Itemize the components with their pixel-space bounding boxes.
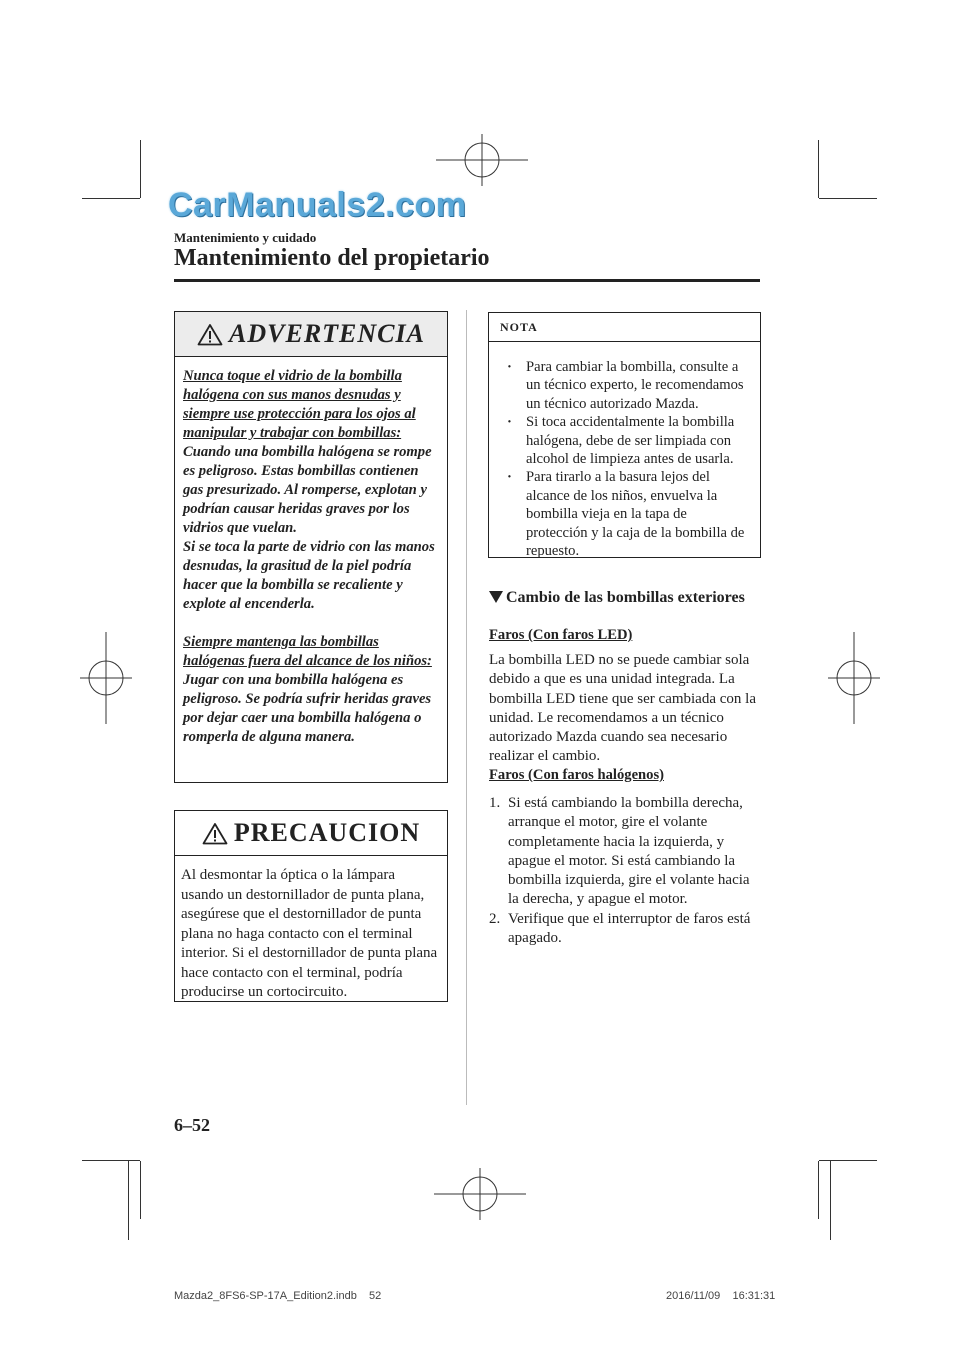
footer-date: 2016/11/09 16:31:31 xyxy=(666,1290,776,1302)
watermark-logo: CarManuals2.com xyxy=(168,186,467,224)
triangle-bullet-icon xyxy=(489,591,503,603)
page-title: Mantenimiento del propietario xyxy=(174,245,490,271)
registration-mark-icon xyxy=(436,134,528,186)
note-title: NOTA xyxy=(489,313,760,342)
note-list xyxy=(489,342,760,560)
crop-mark xyxy=(819,198,877,199)
header-rule xyxy=(174,279,760,282)
warning-box xyxy=(174,311,448,783)
footer-file: Mazda2_8FS6-SP-17A_Edition2.indb 52 xyxy=(174,1290,382,1302)
crop-mark xyxy=(128,1160,129,1240)
column-divider xyxy=(466,310,467,1105)
crop-mark xyxy=(82,1160,140,1161)
caution-header xyxy=(175,811,447,856)
warning-text-2: Si se toca la parte de vidrio con las manos desnudas, la grasitud de la piel podría hacer que la bombilla se recaliente y explote al encenderla. xyxy=(183,539,435,612)
crop-mark xyxy=(819,1160,877,1161)
crop-mark xyxy=(82,198,140,199)
step-item: 2. Verifique que el interruptor de faros está apagado. xyxy=(489,910,751,947)
registration-mark-icon xyxy=(434,1168,526,1220)
warning-rule-1: Nunca toque el vidrio de la bombilla halógena con sus manos desnudas y siempre use protección para los ojos al manipular y trabajar con bombillas: xyxy=(183,368,416,441)
section-heading: Cambio de las bombillas exteriores xyxy=(489,589,745,607)
warning-header xyxy=(175,312,447,357)
warning-text-3: Jugar con una bombilla halógena es peligroso. Se podría sufrir heridas graves por dejar caer una bombilla halógena o romperla de alguna manera. xyxy=(183,672,432,745)
halogen-steps xyxy=(489,794,764,948)
note-item: · Si toca accidentalmente la bombilla halógena, debe de ser limpiada con alcohol de limpieza antes de usarla. xyxy=(507,413,752,468)
crop-mark xyxy=(818,140,819,198)
crop-mark xyxy=(140,1161,141,1219)
registration-mark-icon xyxy=(80,632,132,724)
page-number: 6–52 xyxy=(174,1115,210,1135)
caution-text: Al desmontar la óptica o la lámpara usando un destornillador de punta plana, asegúrese que el destornillador de punta plana no haga contacto con el terminal interior. Si el destornillador de punta plana hace contacto con el terminal, podría producirse un cortocircuito. xyxy=(181,867,438,1000)
note-item: · Para cambiar la bombilla, consulte a un técnico experto, le recomendamos un técnico autorizado Mazda. xyxy=(507,358,752,413)
crop-mark xyxy=(818,1161,819,1219)
crop-mark xyxy=(830,1160,831,1240)
note-box xyxy=(488,312,761,558)
section-label: Mantenimiento y cuidado xyxy=(174,230,317,245)
step-item: 1. Si está cambiando la bombilla derecha, arranque el motor, gire el volante completamente hacia la izquierda, y apague el motor. Si está cambiando la bombilla izquierda, gire el volante hacia la derecha, y apague el motor. xyxy=(489,795,750,908)
warning-body xyxy=(175,357,447,747)
crop-mark xyxy=(140,140,141,198)
warning-triangle-icon xyxy=(197,323,223,346)
caution-box xyxy=(174,810,448,1002)
note-item: · Para tirarlo a la basura lejos del alcance de los niños, envuelva la bombilla vieja en la tapa de protección y la caja de la bombilla de repuesto. xyxy=(507,468,752,560)
halogen-heading: Faros (Con faros halógenos) xyxy=(489,767,664,783)
warning-text-1: Cuando una bombilla halógena se rompe es peligroso. Estas bombillas contienen gas presurizado. Al romperse, explotan y podrían causar heridas graves por los vidrios que vuelan. xyxy=(183,444,432,536)
warning-triangle-icon xyxy=(202,822,228,845)
caution-title: PRECAUCION xyxy=(233,818,421,847)
led-text: La bombilla LED no se puede cambiar sola debido a que es una unidad integrada. La bombilla LED tiene que ser cambiada con la unidad. Le recomendamos a un técnico autorizado Mazda cuando sea necesario realizar el cambio. xyxy=(489,652,756,765)
registration-mark-icon xyxy=(828,632,880,724)
warning-rule-2: Siempre mantenga las bombillas halógenas fuera del alcance de los niños: xyxy=(183,634,432,669)
warning-title: ADVERTENCIA xyxy=(229,319,425,348)
led-heading: Faros (Con faros LED) xyxy=(489,627,633,643)
